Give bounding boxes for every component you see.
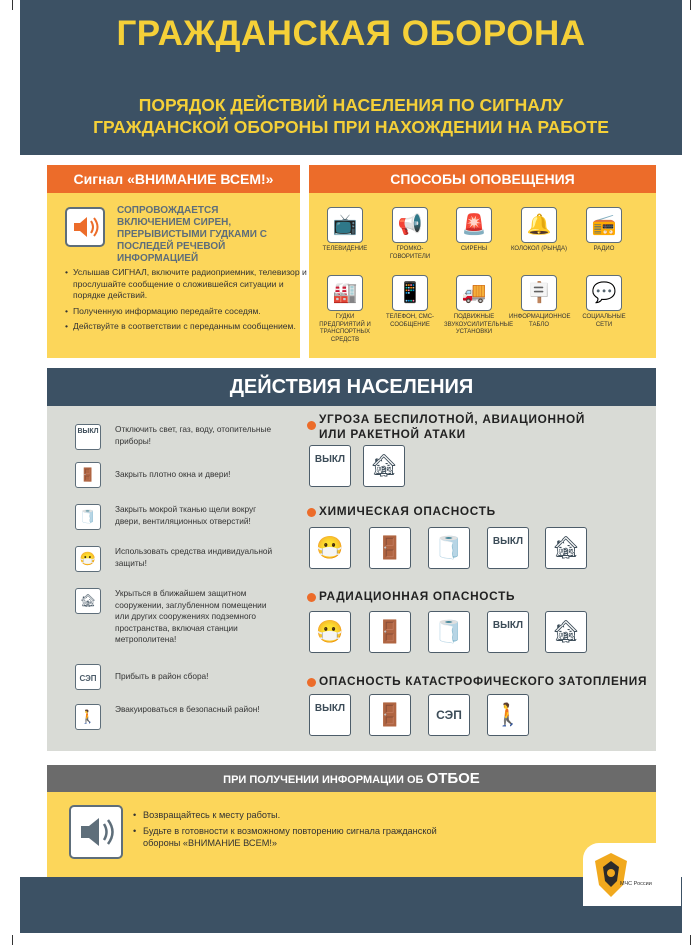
notification-method (444, 207, 504, 254)
subtitle-line-2: ГРАЖДАНСКОЙ ОБОРОНЫ ПРИ НАХОЖДЕНИИ НА РАБОТЕ (93, 117, 609, 137)
signal-bullets (65, 267, 307, 337)
notification-method (315, 275, 375, 344)
actions-panel (47, 368, 656, 751)
notification-method (315, 207, 375, 254)
gas-mask-icon: 😷 (75, 546, 101, 572)
switch-off-icon: ВЫКЛ (309, 694, 351, 736)
close-door-icon: 🚪 (369, 611, 411, 653)
switch-off-icon: ВЫКЛ (75, 424, 101, 450)
notification-method-label: ИНФОРМАЦИОННОЕ ТАБЛО (509, 314, 571, 328)
notification-method (574, 207, 634, 254)
signal-bullet: • Услышав СИГНАЛ, включите радиоприемник, телевизор и прослушайте сообщение о сложившейся ситуации и порядке действий. (65, 267, 307, 302)
notification-card-title: СПОСОБЫ ОПОВЕЩЕНИЯ (309, 165, 656, 193)
speaker-icon (65, 207, 105, 247)
emercom-emblem-icon (591, 851, 631, 899)
gas-mask-icon: 😷 (309, 611, 351, 653)
signal-bullet: • Полученную информацию передайте соседям. (65, 306, 307, 318)
close-door-icon: 🚪 (75, 462, 101, 488)
loudspeaker-icon: 📢 (392, 207, 428, 243)
switch-off-icon: ВЫКЛ (487, 527, 529, 569)
notification-method-label: СИРЕНЫ (460, 246, 488, 252)
evacuation-icon: 🚶 (75, 704, 101, 730)
seal-gaps-icon: 🧻 (428, 611, 470, 653)
seal-gaps-icon: 🧻 (75, 504, 101, 530)
notification-method-label: СОЦИАЛЬНЫЕ СЕТИ (582, 314, 626, 328)
tv-icon: 📺 (327, 207, 363, 243)
bell-icon: 🔔 (521, 207, 557, 243)
notification-method (574, 275, 634, 329)
signal-bullet: • Действуйте в соответствии с переданным сообщением. (65, 321, 307, 333)
action-text: Прибыть в район сбора! (115, 671, 209, 681)
notification-method-label: КОЛОКОЛ (РЫНДА) (511, 246, 567, 252)
poster-title: ГРАЖДАНСКАЯ ОБОРОНА (116, 14, 586, 53)
crop-mark (690, 0, 691, 10)
assembly-point-icon: СЭП (75, 664, 101, 690)
radio-icon: 📻 (586, 207, 622, 243)
shelter-icon: 🏚 (75, 588, 101, 614)
notification-method-label: РАДИО (593, 246, 615, 252)
all-clear-bullet: • Будьте в готовности к возможному повторению сигнала гражданской обороны «ВНИМАНИЕ ВСЕМ!» (133, 825, 463, 850)
signal-card (47, 165, 307, 358)
shelter-icon: 🏚 (545, 611, 587, 653)
action-text: Закрыть мокрой тканью щели вокруг двери, вентиляционных отверстий! (115, 504, 257, 526)
emercom-label: МЧС России (620, 881, 652, 887)
signal-description: СОПРОВОЖДАЕТСЯ ВКЛЮЧЕНИЕМ СИРЕН, ПРЕРЫВИСТЫМИ ГУДКАМИ С ПОСЛЕДЕЙ РЕЧЕВОЙ ИНФОРМАЦИЕЙ (117, 205, 267, 264)
crop-mark (690, 935, 691, 945)
shelter-icon: 🏚 (363, 445, 405, 487)
notification-card (309, 165, 656, 358)
threat-air-attack-title: УГРОЗА БЕСПИЛОТНОЙ, АВИАЦИОННОЙ ИЛИ РАКЕТНОЙ АТАКИ (319, 412, 586, 441)
threat-bullet-dot (307, 421, 316, 430)
seal-gaps-icon: 🧻 (428, 527, 470, 569)
all-clear-title: ПРИ ПОЛУЧЕНИИ ИНФОРМАЦИИ ОБ ОТБОЕ (47, 765, 656, 792)
notification-method-label: ТЕЛЕФОН, СМС-СООБЩЕНИЕ (385, 314, 435, 328)
close-door-icon: 🚪 (369, 527, 411, 569)
poster-subtitle (20, 94, 682, 138)
action-text: Отключить свет, газ, воду, отопительные приборы! (115, 424, 272, 446)
threat-bullet-dot (307, 508, 316, 517)
phone-icon: 📱 (392, 275, 428, 311)
signal-card-title: Сигнал «ВНИМАНИЕ ВСЕМ!» (47, 165, 300, 193)
assembly-point-icon: СЭП (428, 694, 470, 736)
emercom-logo (583, 843, 681, 906)
notification-method (380, 207, 440, 261)
notification-method-label: ТЕЛЕВИДЕНИЕ (322, 246, 368, 252)
threat-chemical-title: ХИМИЧЕСКАЯ ОПАСНОСТЬ (319, 504, 496, 518)
switch-off-icon: ВЫКЛ (487, 611, 529, 653)
siren-icon: 🚨 (456, 207, 492, 243)
notification-method (509, 207, 569, 254)
notification-method-label: ГУДКИ ПРЕДПРИЯТИЙ И ТРАНСПОРТНЫХ СРЕДСТВ (319, 314, 371, 343)
notification-method (380, 275, 440, 329)
actions-title: ДЕЙСТВИЯ НАСЕЛЕНИЯ (47, 368, 656, 406)
notification-method (444, 275, 514, 337)
notification-method (509, 275, 569, 329)
switch-off-icon: ВЫКЛ (309, 445, 351, 487)
threat-radiation-title: РАДИАЦИОННАЯ ОПАСНОСТЬ (319, 589, 516, 603)
action-text: Эвакуироваться в безопасный район! (115, 704, 260, 714)
subtitle-line-1: ПОРЯДОК ДЕЙСТВИЙ НАСЕЛЕНИЯ ПО СИГНАЛУ (138, 95, 564, 115)
notification-method-label: ПОДВИЖНЫЕ ЗВУКОУСИЛИТЕЛЬНЫЕ УСТАНОВКИ (444, 314, 514, 335)
threat-flood-title: ОПАСНОСТЬ КАТАСТРОФИЧЕСКОГО ЗАТОПЛЕНИЯ (319, 674, 648, 688)
threat-bullet-dot (307, 678, 316, 687)
threat-bullet-dot (307, 593, 316, 602)
action-text: Использовать средства индивидуальной защиты! (115, 546, 273, 568)
all-clear-panel (47, 765, 656, 877)
header-banner (20, 0, 682, 155)
gas-mask-icon: 😷 (309, 527, 351, 569)
close-door-icon: 🚪 (369, 694, 411, 736)
all-clear-bullets (133, 809, 463, 853)
action-text: Закрыть плотно окна и двери! (115, 469, 231, 479)
crop-mark (12, 0, 13, 10)
all-clear-bullet: • Возвращайтесь к месту работы. (133, 809, 463, 822)
speaker-icon (69, 805, 123, 859)
evacuation-icon: 🚶 (487, 694, 529, 736)
info-board-icon: 🪧 (521, 275, 557, 311)
crop-mark (12, 935, 13, 945)
factory-horn-icon: 🏭 (327, 275, 363, 311)
action-text: Укрыться в ближайшем защитном сооружении, заглубленном помещении или других сооружениях подземного пространства, включая станции метрополитена! (115, 588, 267, 644)
mobile-loudspeaker-icon: 🚚 (456, 275, 492, 311)
shelter-icon: 🏚 (545, 527, 587, 569)
notification-method-label: ГРОМКО-ГОВОРИТЕЛИ (389, 246, 431, 260)
social-networks-icon: 💬 (586, 275, 622, 311)
